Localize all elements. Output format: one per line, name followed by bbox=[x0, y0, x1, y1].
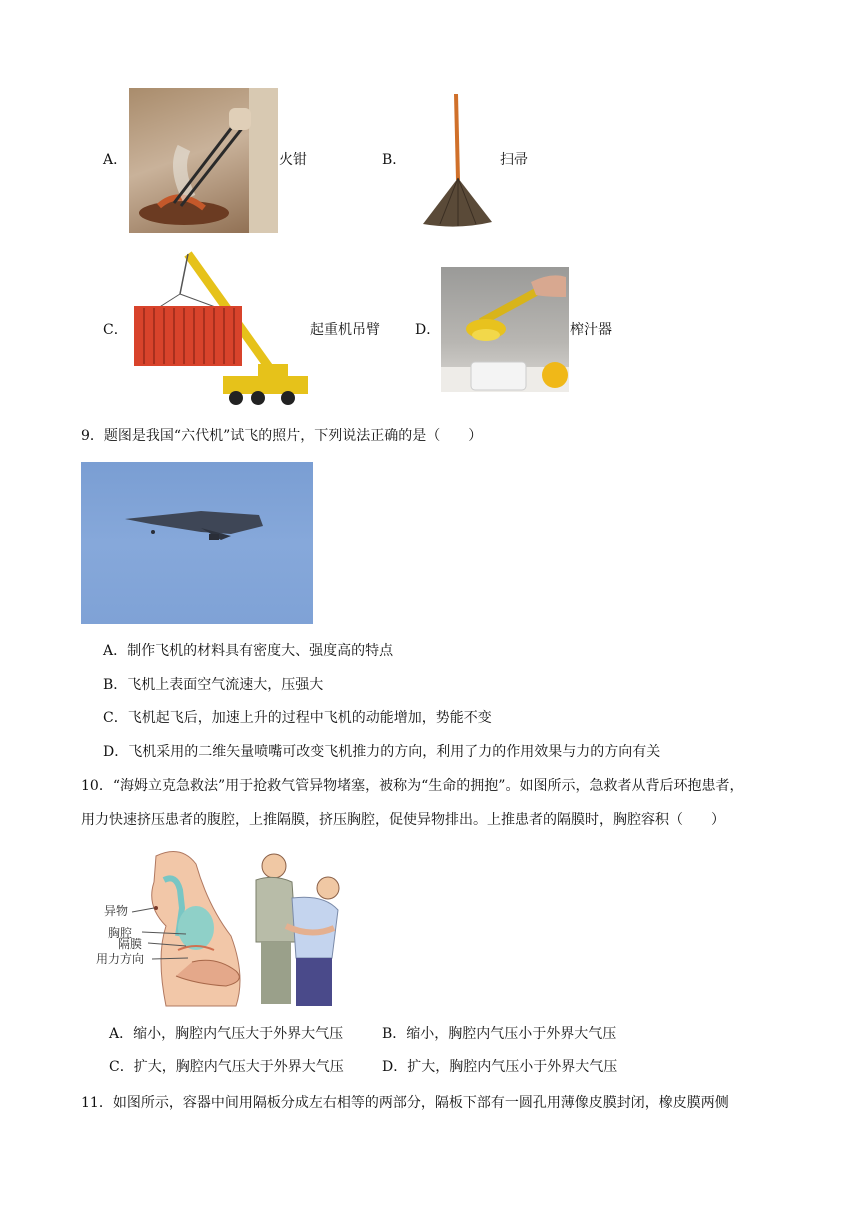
option-d-letter: D． bbox=[415, 322, 441, 338]
label-chest-cavity: 胸腔 bbox=[108, 926, 133, 940]
option-c-letter: C． bbox=[103, 322, 128, 338]
question-9-stem: 9．题图是我国“六代机”试飞的照片，下列说法正确的是（ ） bbox=[81, 428, 483, 444]
question-9-option-d: D．飞机采用的二维矢量喷嘴可改变飞机推力的方向，利用了力的作用效果与力的方向有关 bbox=[103, 744, 661, 760]
question-10-stem-line1: 10．“海姆立克急救法”用于抢救气管异物堵塞，被称为“生命的拥抱”。如图所示，急救者从背后环抱患者， bbox=[81, 778, 744, 794]
question-11-stem-line1: 11．如图所示，容器中间用隔板分成左右相等的两部分，隔板下部有一圆孔用薄像皮膜封闭，橡皮膜两侧 bbox=[81, 1095, 729, 1111]
option-c-label: 起重机吊臂 bbox=[310, 322, 380, 338]
broom-image bbox=[418, 92, 496, 228]
option-b-label: 扫帚 bbox=[500, 152, 528, 168]
sixth-gen-aircraft-image bbox=[81, 462, 313, 624]
question-9-option-a: A．制作飞机的材料具有密度大、强度高的特点 bbox=[103, 643, 394, 659]
option-b-letter: B． bbox=[382, 152, 407, 168]
question-10-option-c: C．扩大，胸腔内气压大于外界大气压 bbox=[109, 1059, 344, 1075]
label-force-direction: 用力方向 bbox=[96, 952, 145, 966]
juicer-image bbox=[441, 267, 569, 392]
question-10-stem-line2: 用力快速挤压患者的腹腔，上推隔膜，挤压胸腔，促使异物排出。上推患者的隔膜时，胸腔容积（ ） bbox=[81, 812, 725, 828]
question-10-option-b: B．缩小，胸腔内气压小于外界大气压 bbox=[382, 1026, 617, 1042]
question-10-option-a: A．缩小，胸腔内气压大于外界大气压 bbox=[109, 1026, 344, 1042]
fire-tongs-image bbox=[129, 88, 278, 233]
question-10-option-d: D．扩大，胸腔内气压小于外界大气压 bbox=[382, 1059, 618, 1075]
option-a-label: 火钳 bbox=[279, 152, 307, 168]
crane-image bbox=[128, 248, 311, 408]
option-a-letter: A． bbox=[103, 152, 128, 168]
label-foreign-object: 异物 bbox=[104, 904, 129, 918]
option-d-label: 榨汁器 bbox=[570, 322, 612, 338]
label-diaphragm: 隔膜 bbox=[118, 937, 143, 951]
question-9-option-c: C．飞机起飞后，加速上升的过程中飞机的动能增加，势能不变 bbox=[103, 710, 492, 726]
heimlich-maneuver-figure bbox=[96, 846, 352, 1008]
question-9-option-b: B．飞机上表面空气流速大，压强大 bbox=[103, 677, 324, 693]
